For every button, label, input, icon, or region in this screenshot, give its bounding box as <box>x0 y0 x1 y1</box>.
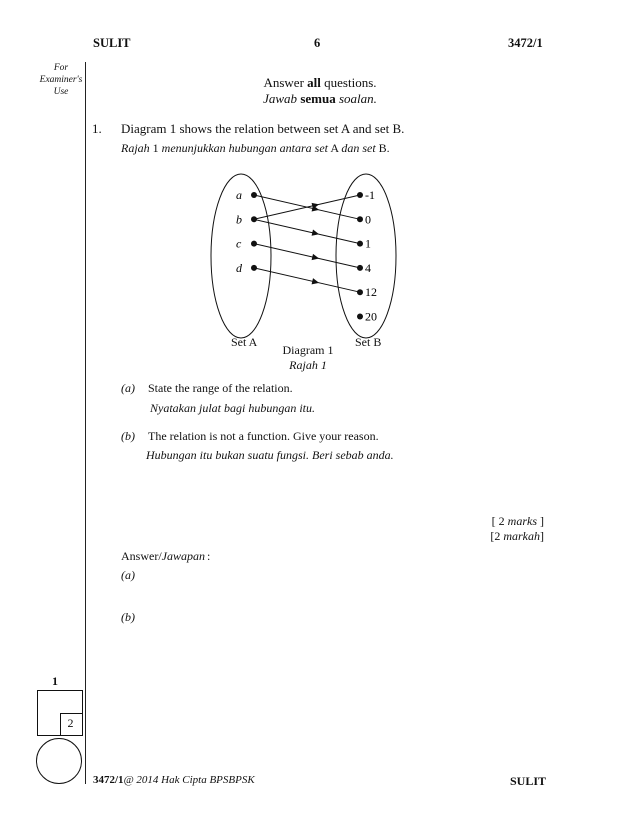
marks-word: markah <box>503 529 540 543</box>
paper-code: 3472/1 <box>508 36 543 50</box>
marks-word: marks <box>507 514 537 528</box>
part-a-en: State the range of the relation. <box>148 381 293 395</box>
instruction-text: soalan. <box>335 91 377 106</box>
set-a-label: Set A <box>231 335 258 349</box>
max-marks: 2 <box>67 716 74 730</box>
question-stem-en: Diagram 1 shows the relation between set A and set B. <box>121 121 405 136</box>
stem-part: B. <box>375 141 390 155</box>
instruction-text: Jawab <box>263 91 301 106</box>
question-number: 1. <box>92 121 102 136</box>
stem-part: A <box>327 141 342 155</box>
instruction-text: questions. <box>320 75 377 90</box>
set-b-element: 4 <box>365 260 371 275</box>
answer-colon: : <box>207 549 211 563</box>
answer-b-label[interactable]: (b) <box>121 610 135 624</box>
set-a-element: b <box>236 212 242 227</box>
instruction-bold: all <box>307 75 321 90</box>
set-b-element: 12 <box>365 285 377 300</box>
part-b-label: (b) <box>121 429 135 443</box>
answer-a-label[interactable]: (a) <box>121 568 135 582</box>
mapping-line-c-to-4 <box>254 244 360 268</box>
stem-part: Rajah <box>121 141 150 155</box>
marks-text: [2 <box>490 529 504 543</box>
answer-label-en: Answer/ <box>121 549 162 563</box>
instruction-bold: semua <box>300 91 336 106</box>
set-a-element: a <box>236 188 242 202</box>
footer-sulit: SULIT <box>510 774 547 788</box>
marks-text: ] <box>537 514 544 528</box>
set-b-element: -1 <box>365 188 375 202</box>
set-b-dot <box>357 314 363 320</box>
examiner-label-line: For <box>53 63 69 73</box>
marks-text: ] <box>540 529 544 543</box>
set-b-dot <box>357 289 363 295</box>
set-b-dot <box>357 265 363 271</box>
marks-my <box>444 529 544 544</box>
set-a-dot-d <box>251 265 257 271</box>
diagram-caption-en: Diagram 1 <box>282 343 334 357</box>
footer-copyright: @ 2014 Hak Cipta BPSBPSK <box>123 774 255 786</box>
answer-label <box>121 549 205 564</box>
set-b-label: Set B <box>355 335 382 349</box>
set-b-element: 20 <box>365 309 377 324</box>
set-a-dot-c <box>251 241 257 247</box>
set-a-element: c <box>236 236 242 251</box>
examiner-label-line: Examiner's <box>39 75 83 85</box>
arrowhead-c-to-4 <box>312 254 320 260</box>
part-a-my: Nyatakan julat bagi hubungan itu. <box>150 401 315 415</box>
marks-en <box>444 514 544 529</box>
footer-left <box>93 774 255 786</box>
set-a-dot-a <box>251 192 257 198</box>
score-circle[interactable] <box>36 738 82 784</box>
instruction-text: Answer <box>263 75 308 90</box>
diagram-caption-my: Rajah 1 <box>289 358 327 372</box>
set-b-element: 0 <box>365 212 371 227</box>
footer-code: 3472/1 <box>93 774 124 786</box>
arrowhead-b-to-1 <box>312 230 320 236</box>
set-a-element: d <box>236 260 242 275</box>
set-b-dot <box>357 241 363 247</box>
examiner-label-line: Use <box>53 87 69 97</box>
part-a-label: (a) <box>121 381 135 395</box>
header-sulit: SULIT <box>93 36 131 50</box>
set-b-element: 1 <box>365 236 371 251</box>
page-number: 6 <box>314 36 321 50</box>
part-b-en: The relation is not a function. Give your reason. <box>148 429 379 443</box>
score-question-number: 1 <box>52 674 58 688</box>
stem-part: menunjukkan hubungan antara set <box>161 141 328 155</box>
set-a-dot-b <box>251 216 257 222</box>
set-b-dot <box>357 216 363 222</box>
stem-part: 1 <box>149 141 162 155</box>
arrowhead-d-to-12 <box>312 278 320 284</box>
marks-text: [ 2 <box>491 514 508 528</box>
set-b-dot <box>357 192 363 198</box>
part-b-my: Hubungan itu bukan suatu fungsi. Beri sebab anda. <box>146 448 394 462</box>
stem-part: dan set <box>341 141 376 155</box>
answer-label-my: Jawapan <box>161 549 206 563</box>
